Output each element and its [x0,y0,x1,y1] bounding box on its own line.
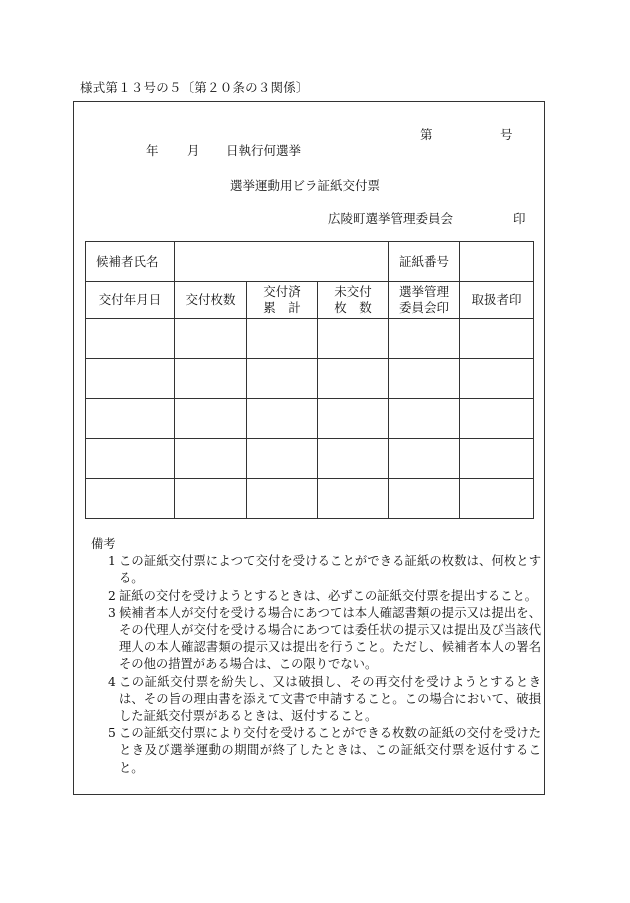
note-number: 3 [108,605,116,620]
column-header-line: 交付済 [263,284,301,299]
table-cell[interactable] [318,399,389,439]
table-cell[interactable] [460,359,534,399]
table-cell[interactable] [389,479,460,519]
note-number: 4 [108,674,116,689]
table-row [86,399,534,439]
certificate-table [85,241,534,519]
note-item [91,674,541,726]
table-cell[interactable] [175,359,247,399]
column-header-unissued [318,282,389,319]
note-text: 証紙の交付を受けようとするときは、必ずこの証紙交付票を提出すること。 [119,588,538,603]
column-header-line: 未交付 [334,284,372,299]
table-cell[interactable] [247,359,318,399]
note-text: この証紙交付票を紛失し、又は破損し、その再交付を受けようとするときは、その旨の理由書を添えて文書で申請すること。この場合において、破損した証紙交付票があるときは、返付すること。 [119,674,541,724]
column-header-cumulative [247,282,318,319]
committee-name: 広陵町選挙管理委員会 [328,211,454,226]
table-cell[interactable] [175,479,247,519]
column-header-line: 累 計 [263,300,301,315]
column-header-line: 交付枚数 [185,292,236,307]
candidate-row [86,242,534,282]
certificate-number-field[interactable] [460,242,534,282]
table-cell[interactable] [247,439,318,479]
table-cell[interactable] [86,399,175,439]
table-row [86,319,534,359]
table-cell[interactable] [389,319,460,359]
table-row [86,479,534,519]
note-item [91,553,541,587]
column-header-issue-date [86,282,175,319]
table-cell[interactable] [247,319,318,359]
table-row [86,439,534,479]
table-cell[interactable] [86,319,175,359]
column-header-line: 取扱者印 [471,292,522,307]
table-cell[interactable] [175,399,247,439]
table-cell[interactable] [175,319,247,359]
note-text: 候補者本人が交付を受ける場合にあつては本人確認書類の提示又は提出を、その代理人が交付を受ける場合にあつては委任状の提示又は提出及び当該代理人の本人確認書類の提示又は提出を行うこと。ただし、候補者本人の署名その他の措置がある場合は、この限りでない。 [119,605,541,672]
table-cell[interactable] [247,399,318,439]
number-dai-label: 第 [420,127,433,142]
table-cell[interactable] [460,399,534,439]
table-row [86,359,534,399]
table-cell[interactable] [318,319,389,359]
certificate-number-label: 証紙番号 [389,242,460,282]
note-text: この証紙交付票によつて交付を受けることができる証紙の枚数は、何枚とする。 [119,554,541,586]
notes-heading: 備考 [91,537,116,551]
form-number-title: 様式第１３号の５〔第２０条の３関係〕 [80,80,309,95]
table-cell[interactable] [389,399,460,439]
candidate-name-label: 候補者氏名 [86,242,175,282]
seal-label: 印 [513,211,526,226]
note-number: 5 [108,726,116,741]
election-name-label: 日執行何選挙 [226,143,302,158]
table-cell[interactable] [389,359,460,399]
year-label: 年 [146,143,159,158]
table-cell[interactable] [247,479,318,519]
note-item [91,605,541,674]
table-cell[interactable] [460,319,534,359]
table-cell[interactable] [86,479,175,519]
note-number: 2 [108,588,116,603]
table-cell[interactable] [86,359,175,399]
column-header-line: 委員会印 [399,300,450,315]
table-cell[interactable] [460,479,534,519]
table-cell[interactable] [460,439,534,479]
note-text: この証紙交付票により交付を受けることができる枚数の証紙の交付を受けたとき及び選挙運動の期間が終了したときは、この証紙交付票を返付すること。 [119,726,541,775]
column-header-line: 交付年月日 [98,292,162,307]
table-cell[interactable] [318,479,389,519]
table-cell[interactable] [318,439,389,479]
note-number: 1 [108,554,116,569]
note-item [91,588,541,605]
column-header-committee-seal [389,282,460,319]
column-header-line: 枚 数 [334,300,372,315]
candidate-name-field[interactable] [175,242,389,282]
column-header-row [86,282,534,319]
table-cell[interactable] [86,439,175,479]
notes-section [91,536,541,777]
month-label: 月 [187,143,200,158]
column-header-line: 選挙管理 [399,284,450,299]
document-title: 選挙運動用ビラ証紙交付票 [230,178,381,193]
table-cell[interactable] [318,359,389,399]
column-header-issue-count [175,282,247,319]
table-cell[interactable] [175,439,247,479]
note-item [91,725,541,777]
column-header-handler-seal [460,282,534,319]
table-cell[interactable] [389,439,460,479]
number-gou-label: 号 [500,127,513,142]
